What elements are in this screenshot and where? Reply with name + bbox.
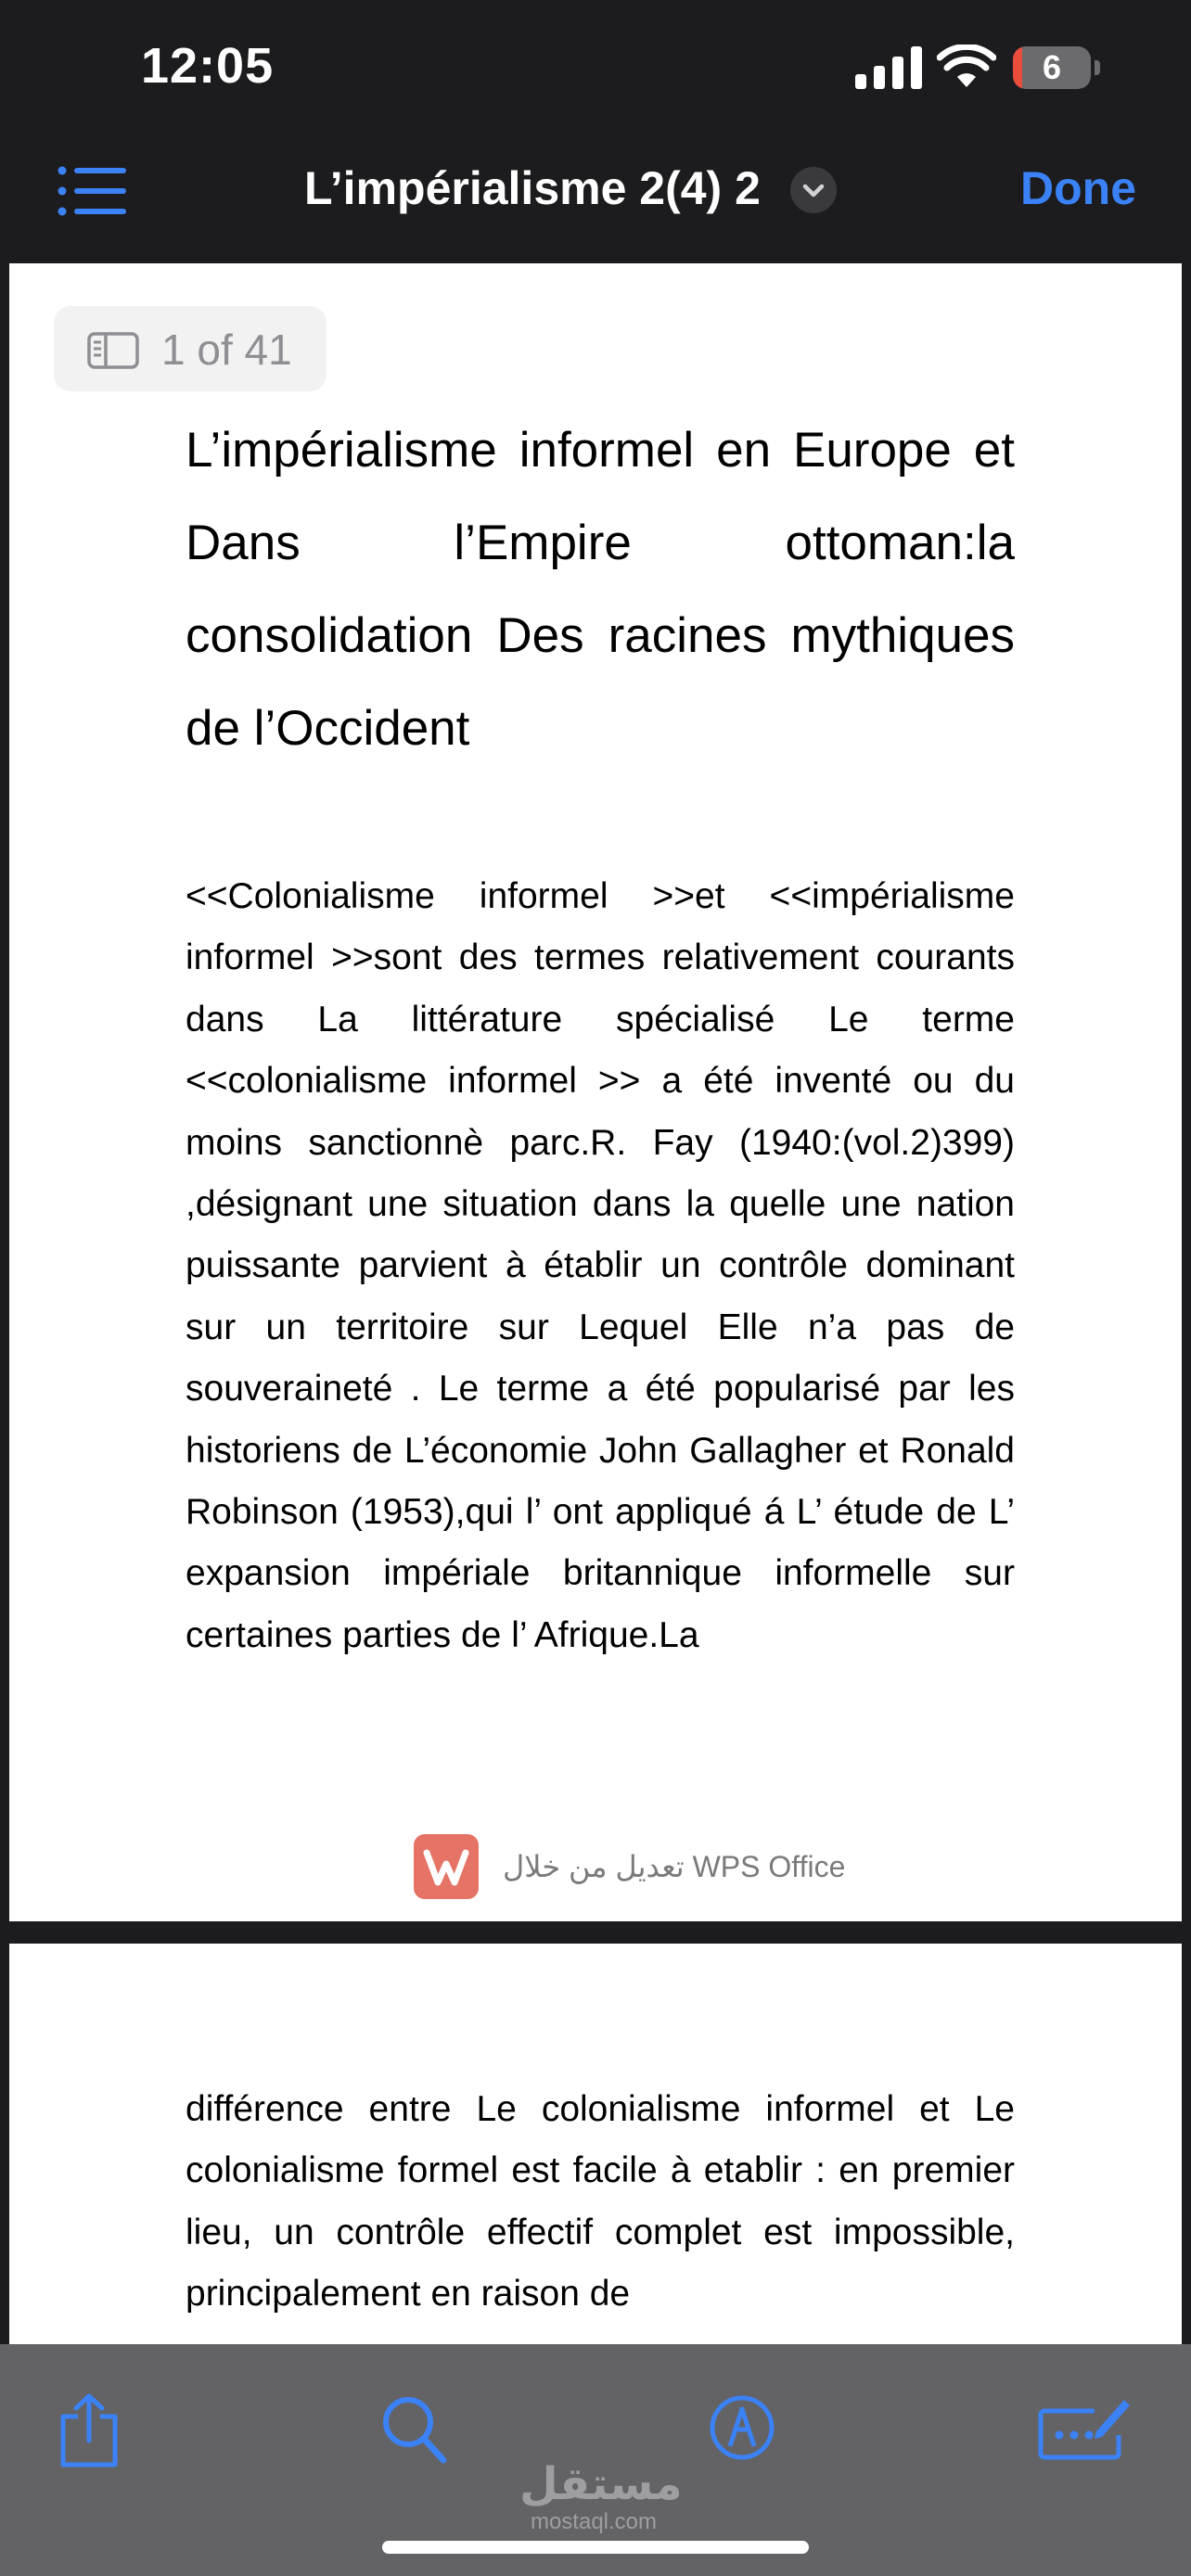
mostaql-logo: مستقل mostaql.com <box>519 2460 683 2534</box>
document-heading: L’impérialisme informel en Europe et Dans l’Empire ottoman:la consolidation Des racines mythiques de l’Occident <box>186 423 1015 756</box>
status-time: 12:05 <box>141 38 275 94</box>
list-icon[interactable] <box>58 163 126 219</box>
document-paragraph: <<Colonialisme informel >>et <<impérialisme informel >>sont des termes relativement courants dans La littérature spécialisé Le terme <<colonialisme informel >> a été inventé ou du moins sanctionnè parc.R. Fay (1940:(vol.2)399) ,désignant une situation dans la quelle une nation puissante parvient à établir un contrôle dominant sur un territoire sur Lequel Elle n’a pas de souveraineté . Le terme a été popularisé par les historiens de L’économie John Gallagher et Ronald Robinson (1953),qui l’ ont appliqué á L’ étude de L’ expansion impériale britannique informelle sur certaines parties de l’ Afrique.La <box>186 876 1015 1655</box>
navigation-bar <box>0 130 1191 260</box>
document-page-1[interactable] <box>9 263 1182 1921</box>
wifi-icon <box>937 45 996 89</box>
page-indicator[interactable] <box>54 306 327 391</box>
done-button[interactable]: Done <box>1020 162 1136 214</box>
watermark-text: تعديل من خلال WPS Office <box>503 1850 846 1883</box>
share-icon[interactable] <box>56 2392 122 2468</box>
edit-text-icon[interactable] <box>1037 2392 1130 2463</box>
document-page-2[interactable] <box>9 1944 1182 2344</box>
markup-icon[interactable] <box>709 2394 775 2461</box>
wps-logo-icon <box>414 1834 479 1899</box>
document-title[interactable]: L’impérialisme 2(4) 2 <box>304 162 761 214</box>
page-count: 1 of 41 <box>161 325 292 374</box>
battery-percent: 6 <box>1042 48 1062 86</box>
cellular-signal-icon <box>855 46 922 89</box>
home-indicator[interactable] <box>382 2541 809 2554</box>
battery-icon <box>1013 46 1102 89</box>
search-icon[interactable] <box>380 2394 447 2465</box>
status-bar <box>0 0 1191 130</box>
bottom-toolbar <box>0 2344 1191 2576</box>
document-paragraph: différence entre Le colonialisme informel et Le colonialisme formel est facile à etablir : en premier lieu, un contrôle effectif complet est impossible, principalement en raison de <box>186 2089 1015 2315</box>
sidebar-icon <box>87 332 139 369</box>
chevron-down-icon[interactable] <box>790 167 837 213</box>
